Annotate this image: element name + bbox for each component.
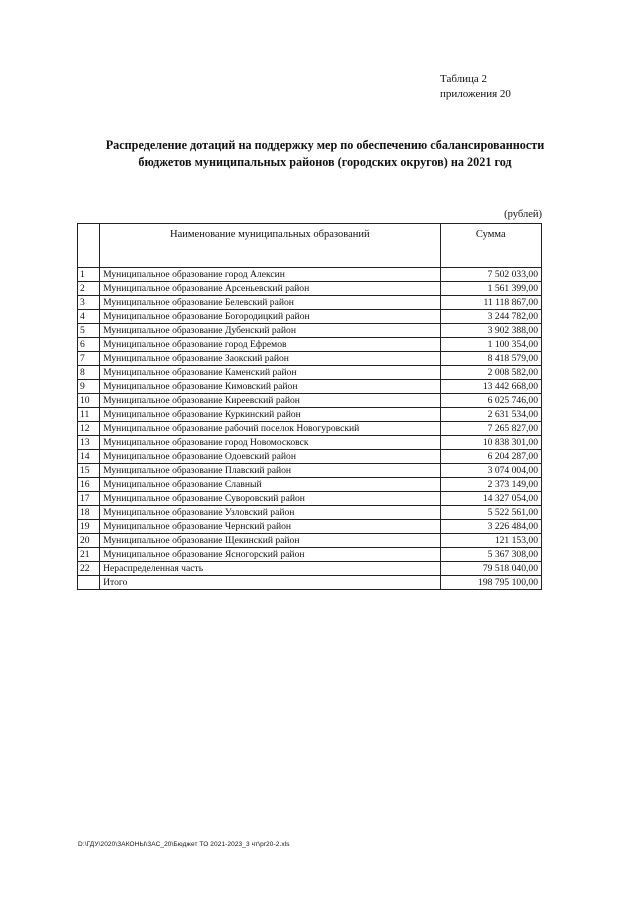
- row-number: 4: [78, 310, 100, 324]
- total-sum: 198 795 100,00: [440, 576, 541, 590]
- header-sum: Сумма: [440, 224, 541, 268]
- row-number: 20: [78, 534, 100, 548]
- row-number: 2: [78, 282, 100, 296]
- row-number: 11: [78, 408, 100, 422]
- row-name: Муниципальное образование Чернский район: [100, 520, 440, 534]
- table-row: [78, 534, 542, 548]
- row-name: Муниципальное образование Узловский район: [100, 506, 440, 520]
- row-name: Муниципальное образование Дубенский район: [100, 324, 440, 338]
- row-sum: 3 244 782,00: [440, 310, 541, 324]
- header-number: [78, 224, 100, 268]
- row-name: Муниципальное образование Арсеньевский район: [100, 282, 440, 296]
- row-number: 17: [78, 492, 100, 506]
- row-name: Муниципальное образование Заокский район: [100, 352, 440, 366]
- row-name: Муниципальное образование Куркинский район: [100, 408, 440, 422]
- table-row: [78, 436, 542, 450]
- appendix-number: приложения 20: [440, 88, 511, 100]
- row-name: Муниципальное образование город Алексин: [100, 268, 440, 282]
- row-number: 13: [78, 436, 100, 450]
- row-name: Муниципальное образование Каменский район: [100, 366, 440, 380]
- row-sum: 3 226 484,00: [440, 520, 541, 534]
- table-row: [78, 464, 542, 478]
- row-sum: 2 008 582,00: [440, 366, 541, 380]
- row-name: Муниципальное образование Щекинский район: [100, 534, 440, 548]
- table-row: [78, 450, 542, 464]
- row-sum: 8 418 579,00: [440, 352, 541, 366]
- row-name: Муниципальное образование Кимовский район: [100, 380, 440, 394]
- table-row: [78, 338, 542, 352]
- row-number: 16: [78, 478, 100, 492]
- table-row: [78, 366, 542, 380]
- row-name: Муниципальное образование Суворовский район: [100, 492, 440, 506]
- row-name: Нераспределенная часть: [100, 562, 440, 576]
- table-row: [78, 562, 542, 576]
- row-name: Муниципальное образование Киреевский район: [100, 394, 440, 408]
- document-title: [60, 137, 590, 171]
- row-number: 22: [78, 562, 100, 576]
- table-body: [78, 268, 542, 590]
- table-row: [78, 548, 542, 562]
- row-name: Муниципальное образование Богородицкий район: [100, 310, 440, 324]
- distribution-table: [77, 223, 542, 590]
- row-name: Муниципальное образование Одоевский район: [100, 450, 440, 464]
- table-row: [78, 310, 542, 324]
- row-name: Муниципальное образование Белевский район: [100, 296, 440, 310]
- table-total-row: [78, 576, 542, 590]
- table-header-row: [78, 224, 542, 268]
- row-name: Муниципальное образование город Новомосковск: [100, 436, 440, 450]
- row-sum: 1 561 399,00: [440, 282, 541, 296]
- row-sum: 13 442 668,00: [440, 380, 541, 394]
- total-label: Итого: [100, 576, 440, 590]
- row-number: 14: [78, 450, 100, 464]
- header-name: Наименование муниципальных образований: [100, 224, 440, 268]
- row-number: 18: [78, 506, 100, 520]
- row-sum: 11 118 867,00: [440, 296, 541, 310]
- table-reference: [440, 72, 511, 102]
- table-row: [78, 478, 542, 492]
- table-row: [78, 268, 542, 282]
- total-number: [78, 576, 100, 590]
- table-row: [78, 380, 542, 394]
- row-number: 6: [78, 338, 100, 352]
- row-sum: 5 522 561,00: [440, 506, 541, 520]
- row-name: Муниципальное образование Ясногорский район: [100, 548, 440, 562]
- table-row: [78, 324, 542, 338]
- row-sum: 6 204 287,00: [440, 450, 541, 464]
- table-row: [78, 394, 542, 408]
- table-row: [78, 282, 542, 296]
- row-number: 1: [78, 268, 100, 282]
- row-sum: 7 265 827,00: [440, 422, 541, 436]
- table-number: Таблица 2: [440, 73, 488, 85]
- row-sum: 2 631 534,00: [440, 408, 541, 422]
- table-row: [78, 422, 542, 436]
- row-sum: 1 100 354,00: [440, 338, 541, 352]
- row-number: 10: [78, 394, 100, 408]
- row-name: Муниципальное образование рабочий поселок Новогуровский: [100, 422, 440, 436]
- table-row: [78, 492, 542, 506]
- row-sum: 14 327 054,00: [440, 492, 541, 506]
- row-sum: 10 838 301,00: [440, 436, 541, 450]
- unit-label: (рублей): [504, 209, 542, 220]
- row-number: 19: [78, 520, 100, 534]
- title-line-2: бюджетов муниципальных районов (городских округов) на 2021 год: [138, 155, 512, 169]
- table-row: [78, 520, 542, 534]
- row-number: 15: [78, 464, 100, 478]
- row-sum: 2 373 149,00: [440, 478, 541, 492]
- row-number: 9: [78, 380, 100, 394]
- row-number: 5: [78, 324, 100, 338]
- table-row: [78, 296, 542, 310]
- row-number: 12: [78, 422, 100, 436]
- row-number: 8: [78, 366, 100, 380]
- row-number: 7: [78, 352, 100, 366]
- table-row: [78, 408, 542, 422]
- row-sum: 7 502 033,00: [440, 268, 541, 282]
- row-sum: 79 518 040,00: [440, 562, 541, 576]
- file-path-footer: D:\ГДУ\2020\ЗАКОНЫ\ЗАС_20\Бюджет ТО 2021-2023_3 чт\pr20-2.xls: [78, 841, 290, 848]
- row-sum: 6 025 746,00: [440, 394, 541, 408]
- row-sum: 5 367 308,00: [440, 548, 541, 562]
- title-line-1: Распределение дотаций на поддержку мер по обеспечению сбалансированности: [105, 138, 545, 152]
- row-number: 3: [78, 296, 100, 310]
- row-name: Муниципальное образование город Ефремов: [100, 338, 440, 352]
- row-name: Муниципальное образование Плавский район: [100, 464, 440, 478]
- table-row: [78, 506, 542, 520]
- row-sum: 121 153,00: [440, 534, 541, 548]
- row-sum: 3 074 004,00: [440, 464, 541, 478]
- table-row: [78, 352, 542, 366]
- row-sum: 3 902 388,00: [440, 324, 541, 338]
- row-name: Муниципальное образование Славный: [100, 478, 440, 492]
- row-number: 21: [78, 548, 100, 562]
